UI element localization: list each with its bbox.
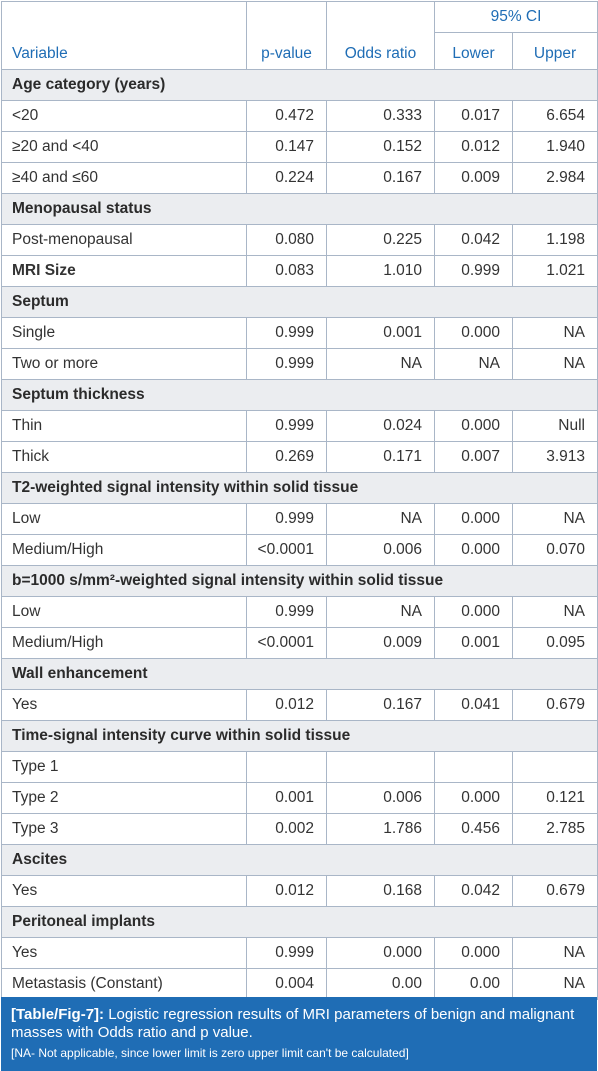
odds-ratio-cell: 0.225 [327,225,435,256]
p-value-cell: 0.999 [247,411,327,442]
row-label: ≥20 and <40 [2,132,247,163]
ci-lower-cell: 0.000 [435,504,513,535]
ci-lower-cell: 0.007 [435,442,513,473]
odds-ratio-cell: 0.006 [327,535,435,566]
section-title: Age category (years) [2,70,598,101]
odds-ratio-cell: NA [327,597,435,628]
ci-upper-cell: NA [513,597,598,628]
ci-lower-cell: 0.000 [435,411,513,442]
ci-lower-cell: 0.999 [435,256,513,287]
p-value-cell: 0.999 [247,349,327,380]
table-row [2,504,598,535]
ci-lower-cell: 0.017 [435,101,513,132]
ci-upper-cell: 0.070 [513,535,598,566]
odds-ratio-cell: 0.333 [327,101,435,132]
ci-lower-cell: 0.000 [435,318,513,349]
p-value-cell: 0.269 [247,442,327,473]
section-title: T2-weighted signal intensity within solid tissue [2,473,598,504]
table-row [2,318,598,349]
row-label: Medium/High [2,535,247,566]
ci-lower-cell: NA [435,349,513,380]
row-label: Type 1 [2,752,247,783]
table-row [2,256,598,287]
header-odds-ratio: Odds ratio [327,33,435,70]
row-label: Post-menopausal [2,225,247,256]
p-value-cell: <0.0001 [247,628,327,659]
row-label: ≥40 and ≤60 [2,163,247,194]
odds-ratio-cell: 1.786 [327,814,435,845]
ci-upper-cell: NA [513,349,598,380]
p-value-cell: 0.999 [247,318,327,349]
odds-ratio-cell: 0.168 [327,876,435,907]
header-blank-odds [327,2,435,33]
caption-tag: [Table/Fig-7]: [11,1006,105,1023]
p-value-cell: 0.224 [247,163,327,194]
section-title: Peritoneal implants [2,907,598,938]
section-header-row [2,721,598,752]
table-row [2,411,598,442]
p-value-cell: 0.001 [247,783,327,814]
section-header-row [2,845,598,876]
section-header-row [2,380,598,411]
section-header-row [2,907,598,938]
ci-lower-cell: 0.042 [435,876,513,907]
section-header-row [2,473,598,504]
ci-lower-cell: 0.012 [435,132,513,163]
section-header-row [2,70,598,101]
ci-upper-cell: NA [513,504,598,535]
header-blank-pvalue [247,2,327,33]
row-label: Yes [2,876,247,907]
row-label: Type 2 [2,783,247,814]
ci-upper-cell: NA [513,969,598,1000]
p-value-cell: 0.002 [247,814,327,845]
table-row [2,163,598,194]
ci-upper-cell: 0.679 [513,876,598,907]
ci-lower-cell: 0.000 [435,535,513,566]
ci-lower-cell: 0.000 [435,783,513,814]
caption-main [11,1006,587,1042]
odds-ratio-cell: 1.010 [327,256,435,287]
p-value-cell: 0.999 [247,504,327,535]
ci-upper-cell: 2.984 [513,163,598,194]
p-value-cell [247,752,327,783]
row-label: Metastasis (Constant) [2,969,247,1000]
ci-lower-cell: 0.00 [435,969,513,1000]
section-title: Wall enhancement [2,659,598,690]
ci-upper-cell: NA [513,318,598,349]
row-label: Two or more [2,349,247,380]
odds-ratio-cell: 0.00 [327,969,435,1000]
odds-ratio-cell [327,752,435,783]
p-value-cell: <0.0001 [247,535,327,566]
p-value-cell: 0.999 [247,938,327,969]
p-value-cell: 0.472 [247,101,327,132]
header-upper: Upper [513,33,598,70]
table-row [2,225,598,256]
table-row [2,783,598,814]
ci-lower-cell: 0.456 [435,814,513,845]
ci-upper-cell [513,752,598,783]
section-header-row [2,566,598,597]
ci-upper-cell: 3.913 [513,442,598,473]
odds-ratio-cell: 0.167 [327,690,435,721]
section-header-row [2,194,598,225]
section-title: Ascites [2,845,598,876]
section-title: b=1000 s/mm²-weighted signal intensity within solid tissue [2,566,598,597]
table-row [2,938,598,969]
results-table [1,1,598,1000]
row-label: MRI Size [2,256,247,287]
ci-upper-cell: 1.021 [513,256,598,287]
odds-ratio-cell: 0.001 [327,318,435,349]
caption-note: [NA- Not applicable, since lower limit is zero upper limit can't be calculated] [11,1046,409,1060]
ci-lower-cell: 0.042 [435,225,513,256]
odds-ratio-cell: NA [327,504,435,535]
section-header-row [2,659,598,690]
section-header-row [2,287,598,318]
ci-lower-cell: 0.000 [435,938,513,969]
p-value-cell: 0.083 [247,256,327,287]
ci-upper-cell: 0.095 [513,628,598,659]
ci-lower-cell: 0.009 [435,163,513,194]
p-value-cell: 0.012 [247,690,327,721]
table-row [2,597,598,628]
row-label: Type 3 [2,814,247,845]
table-caption [1,997,597,1071]
table-row [2,690,598,721]
row-label: Thin [2,411,247,442]
row-label: Yes [2,690,247,721]
ci-upper-cell: 0.679 [513,690,598,721]
table-row [2,876,598,907]
row-label: Low [2,504,247,535]
header-pvalue: p-value [247,33,327,70]
ci-upper-cell: 1.198 [513,225,598,256]
row-label: <20 [2,101,247,132]
ci-upper-cell: Null [513,411,598,442]
section-title: Menopausal status [2,194,598,225]
p-value-cell: 0.004 [247,969,327,1000]
table-row [2,969,598,1000]
row-label: Medium/High [2,628,247,659]
table-row [2,101,598,132]
caption-text: Logistic regression results of MRI parameters of benign and malignant masses with Odds ratio and p value. [11,1006,575,1041]
odds-ratio-cell: 0.006 [327,783,435,814]
table-body [2,70,598,1000]
row-label: Thick [2,442,247,473]
odds-ratio-cell: 0.171 [327,442,435,473]
table-row [2,349,598,380]
p-value-cell: 0.012 [247,876,327,907]
odds-ratio-cell: 0.024 [327,411,435,442]
odds-ratio-cell: 0.167 [327,163,435,194]
header-row-top [2,2,598,33]
odds-ratio-cell: NA [327,349,435,380]
p-value-cell: 0.080 [247,225,327,256]
row-label: Low [2,597,247,628]
section-title: Time-signal intensity curve within solid tissue [2,721,598,752]
header-row-bottom [2,33,598,70]
row-label: Yes [2,938,247,969]
header-lower: Lower [435,33,513,70]
header-blank-variable [2,2,247,33]
table-row [2,132,598,163]
odds-ratio-cell: 0.152 [327,132,435,163]
row-label: Single [2,318,247,349]
header-ci-group: 95% CI [435,2,598,33]
ci-lower-cell: 0.000 [435,597,513,628]
ci-upper-cell: 6.654 [513,101,598,132]
section-title: Septum thickness [2,380,598,411]
odds-ratio-cell: 0.000 [327,938,435,969]
table-row [2,442,598,473]
ci-lower-cell: 0.001 [435,628,513,659]
header-variable: Variable [2,33,247,70]
table-row [2,628,598,659]
p-value-cell: 0.147 [247,132,327,163]
ci-upper-cell: 2.785 [513,814,598,845]
ci-upper-cell: 1.940 [513,132,598,163]
p-value-cell: 0.999 [247,597,327,628]
ci-lower-cell: 0.041 [435,690,513,721]
table-row [2,814,598,845]
odds-ratio-cell: 0.009 [327,628,435,659]
ci-upper-cell: 0.121 [513,783,598,814]
table-row [2,752,598,783]
table-row [2,535,598,566]
ci-upper-cell: NA [513,938,598,969]
ci-lower-cell [435,752,513,783]
section-title: Septum [2,287,598,318]
